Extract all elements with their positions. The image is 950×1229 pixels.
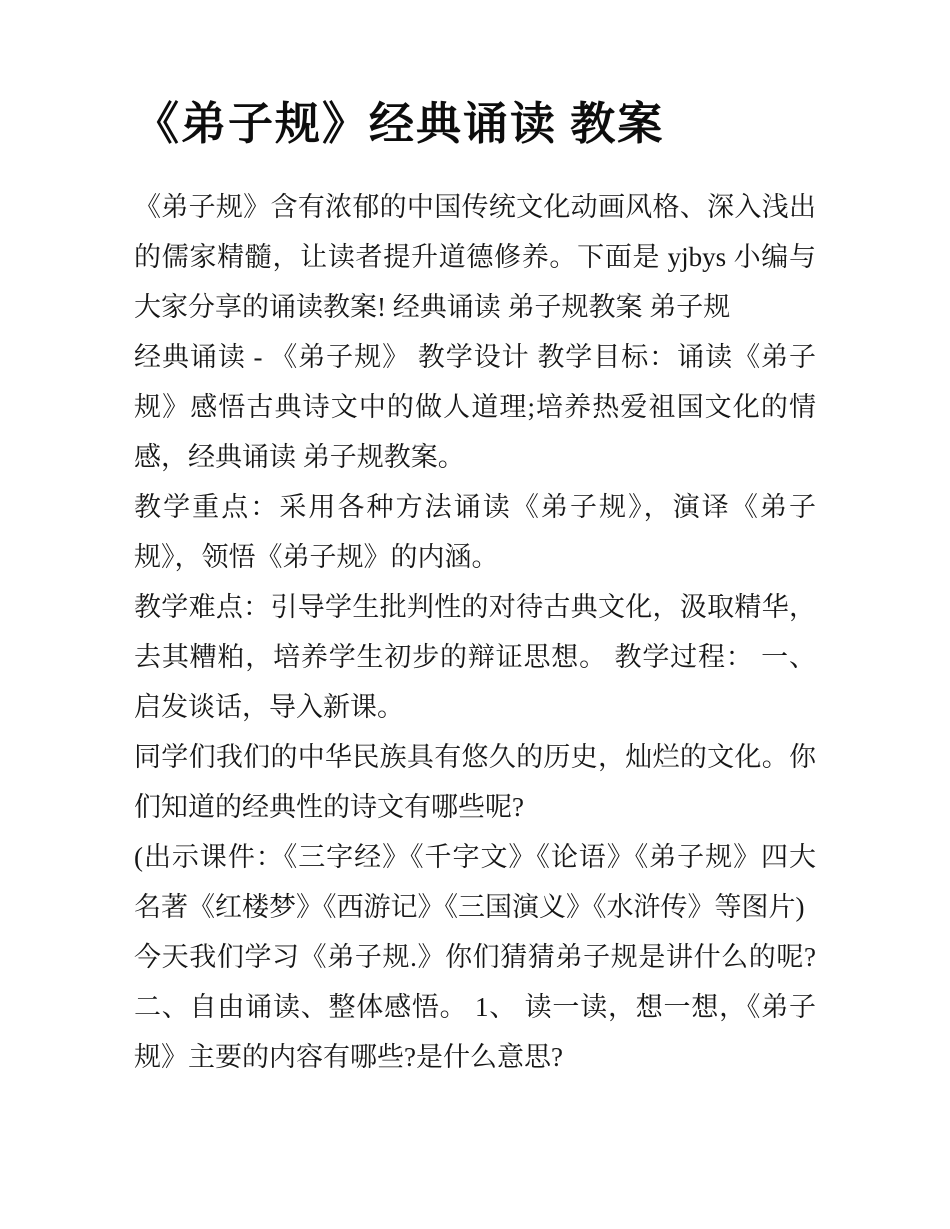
document-body xyxy=(134,182,816,1082)
document-title: 《弟子规》经典诵读 教案 xyxy=(134,99,665,149)
paragraph-lead-in-question: 同学们我们的中华民族具有悠久的历史，灿烂的文化。你们知道的经典性的诗文有哪些呢? xyxy=(134,742,816,823)
paragraph-teaching-goals: 经典诵读 - 《弟子规》 教学设计 教学目标：诵读《弟子规》感悟古典诗文中的做人道理;培养热爱祖国文化的情感，经典诵读 弟子规教案。 xyxy=(134,342,816,473)
paragraph-courseware-note: (出示课件：《三字经》《千字文》《论语》《弟子规》四大名著《红楼梦》《西游记》《三国演义》《水浒传》等图片) xyxy=(134,842,816,923)
paragraph-teaching-focus: 教学重点：采用各种方法诵读《弟子规》，演译《弟子规》，领悟《弟子规》的内涵。 xyxy=(134,492,816,573)
paragraph-teaching-difficulty: 教学难点：引导学生批判性的对待古典文化，汲取精华，去其糟粕，培养学生初步的辩证思想。 教学过程： 一、 启发谈话，导入新课。 xyxy=(134,592,816,723)
paragraph-intro: 《弟子规》含有浓郁的中国传统文化动画风格、深入浅出的儒家精髓，让读者提升道德修养。下面是 yjbys 小编与大家分享的诵读教案! 经典诵读 弟子规教案 弟子规 xyxy=(134,192,816,323)
paragraph-free-reading: 今天我们学习《弟子规.》你们猜猜弟子规是讲什么的呢? 二、自由诵读、整体感悟。 1、 读一读，想一想，《弟子规》主要的内容有哪些?是什么意思? xyxy=(134,942,816,1073)
